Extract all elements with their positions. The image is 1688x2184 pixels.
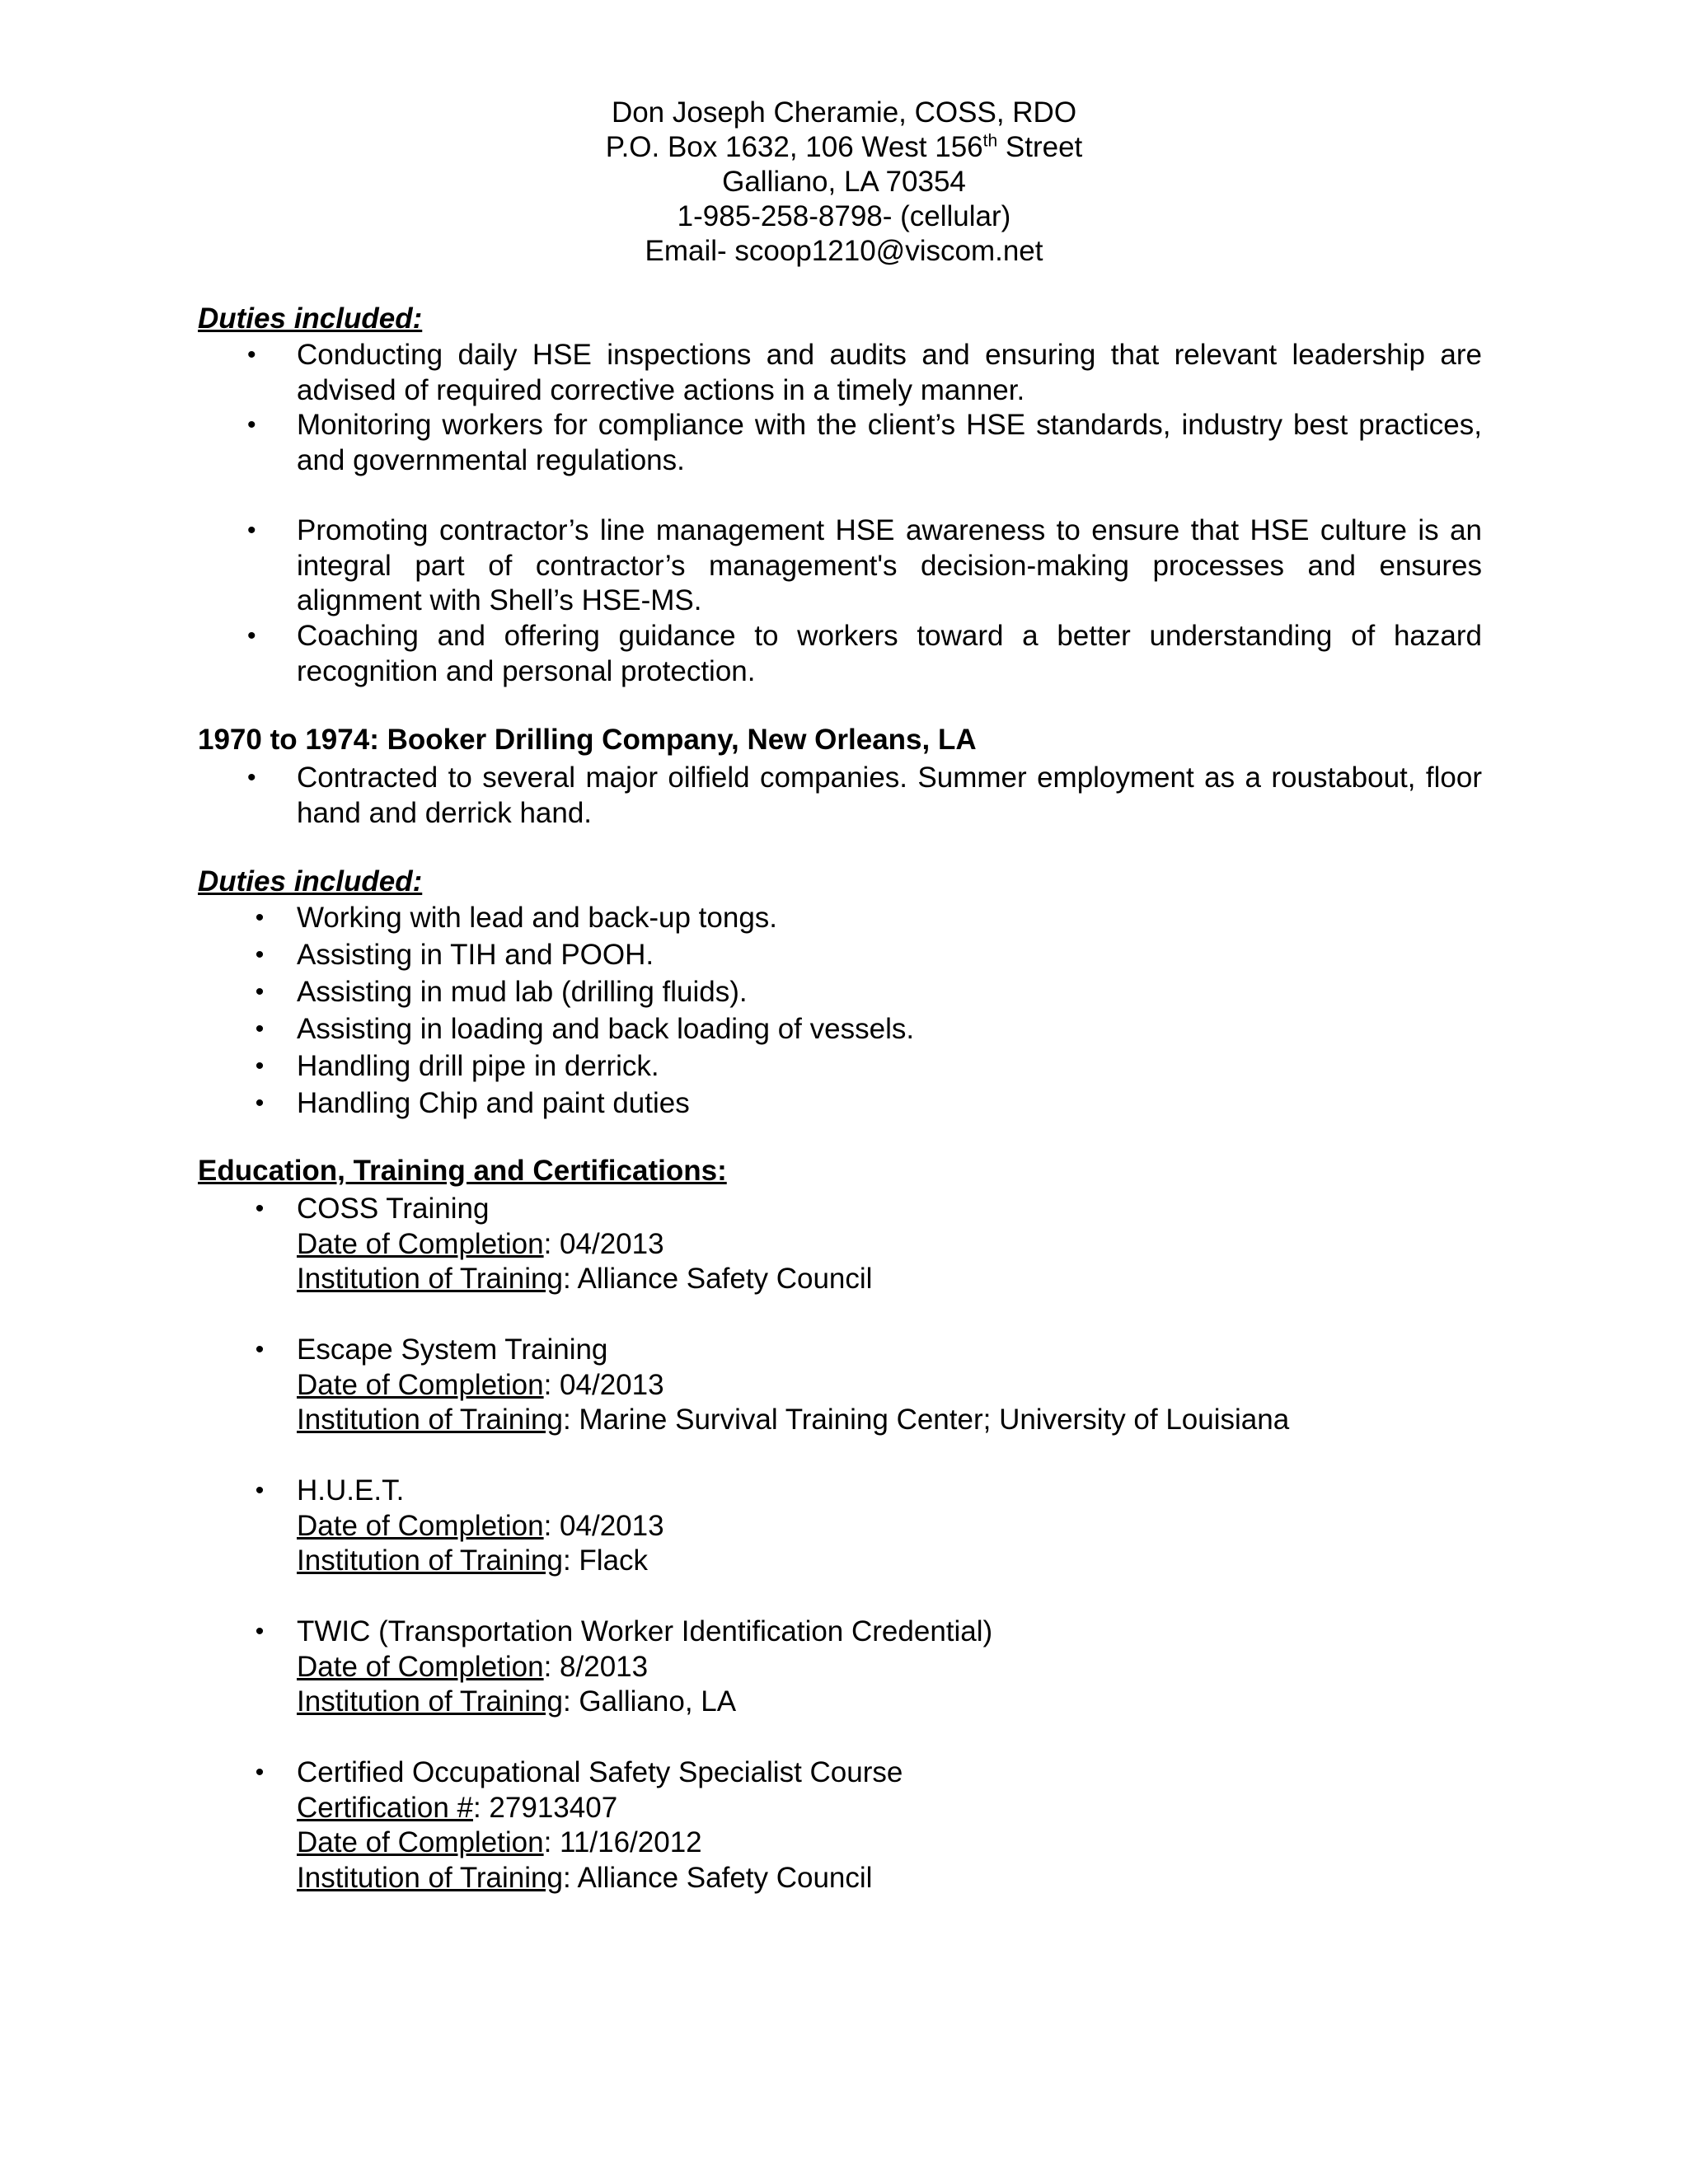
training-institution: Institution of Training: Flack	[297, 1544, 649, 1577]
list-item: • Assisting in mud lab (drilling fluids).	[297, 975, 1482, 1010]
course-entry	[255, 1615, 1482, 1720]
email-address: Email- scoop1210@viscom.net	[645, 235, 1043, 267]
bullet-icon: •	[247, 764, 256, 791]
bullet-icon: •	[247, 622, 256, 649]
applicant-name: Don Joseph Cheramie, COSS, RDO	[611, 96, 1077, 129]
bullet-icon: •	[255, 941, 265, 968]
training-institution: Institution of Training: Galliano, LA	[297, 1685, 737, 1718]
bullet-icon: •	[255, 1336, 265, 1363]
bullet-icon: •	[247, 411, 256, 438]
bullet-icon: •	[247, 341, 256, 368]
course-entry	[255, 1192, 1482, 1297]
bullet-icon: •	[255, 1015, 265, 1043]
list-item: • Assisting in TIH and POOH.	[297, 938, 1482, 973]
certification-number: Certification #: 27913407	[297, 1791, 618, 1824]
training-institution: Institution of Training: Marine Survival Training Center; University of Louisiana	[297, 1404, 1290, 1436]
list-item: • Monitoring workers for compliance with the client’s HSE standards, industry best practices, and governmental regulations.	[247, 409, 1482, 476]
course-entry	[255, 1474, 1482, 1579]
completion-date: Date of Completion: 04/2013	[297, 1368, 664, 1401]
course-entry	[255, 1333, 1482, 1438]
education-heading: Education, Training and Certifications:	[198, 1155, 727, 1187]
list-item: • Coaching and offering guidance to workers toward a better understanding of hazard recognition and personal protection.	[247, 620, 1482, 687]
bullet-icon: •	[255, 1618, 265, 1645]
course-name: Certified Occupational Safety Specialist Course	[297, 1756, 903, 1788]
bullet-icon: •	[247, 517, 256, 544]
completion-date: Date of Completion: 04/2013	[297, 1509, 664, 1542]
completion-date: Date of Completion: 04/2013	[297, 1227, 664, 1260]
bullet-icon: •	[255, 1090, 265, 1117]
list-item: • Conducting daily HSE inspections and audits and ensuring that relevant leadership are advised of required corrective actions in a timely manner.	[247, 339, 1482, 406]
training-institution: Institution of Training: Alliance Safety Council	[297, 1263, 873, 1295]
bullet-icon: •	[255, 904, 265, 931]
list-item: • Handling Chip and paint duties	[297, 1086, 1482, 1122]
mailing-address: P.O. Box 1632, 106 West 156th Street	[605, 131, 1083, 163]
contact-header	[0, 96, 1688, 269]
duties-heading: Duties included:	[198, 865, 423, 898]
training-institution: Institution of Training: Alliance Safety Council	[297, 1861, 873, 1894]
bullet-icon: •	[255, 1052, 265, 1080]
duties-heading: Duties included:	[198, 302, 423, 335]
bullet-icon: •	[255, 1195, 265, 1222]
course-entry	[255, 1755, 1482, 1896]
course-name: COSS Training	[297, 1193, 490, 1225]
list-item: • Assisting in loading and back loading of vessels.	[297, 1012, 1482, 1047]
course-name: H.U.E.T.	[297, 1474, 405, 1507]
completion-date: Date of Completion: 8/2013	[297, 1650, 649, 1683]
list-item: • Contracted to several major oilfield companies. Summer employment as a roustabout, floor hand and derrick hand.	[247, 762, 1482, 829]
course-name: TWIC (Transportation Worker Identification Credential)	[297, 1615, 993, 1647]
list-item: • Handling drill pipe in derrick.	[297, 1049, 1482, 1085]
job-title: 1970 to 1974: Booker Drilling Company, New Orleans, LA	[198, 724, 977, 756]
city-state-zip: Galliano, LA 70354	[722, 166, 966, 198]
list-item: • Promoting contractor’s line management HSE awareness to ensure that HSE culture is an integral part of contractor’s management's decision-making processes and ensures alignment with Shell’s HSE-MS.	[247, 514, 1482, 616]
bullet-icon: •	[255, 978, 265, 1005]
completion-date: Date of Completion: 11/16/2012	[297, 1826, 702, 1858]
phone-number: 1-985-258-8798- (cellular)	[677, 200, 1011, 232]
bullet-icon: •	[255, 1477, 265, 1504]
bullet-icon: •	[255, 1759, 265, 1786]
course-name: Escape System Training	[297, 1333, 608, 1366]
list-item: • Working with lead and back-up tongs.	[297, 901, 1482, 936]
